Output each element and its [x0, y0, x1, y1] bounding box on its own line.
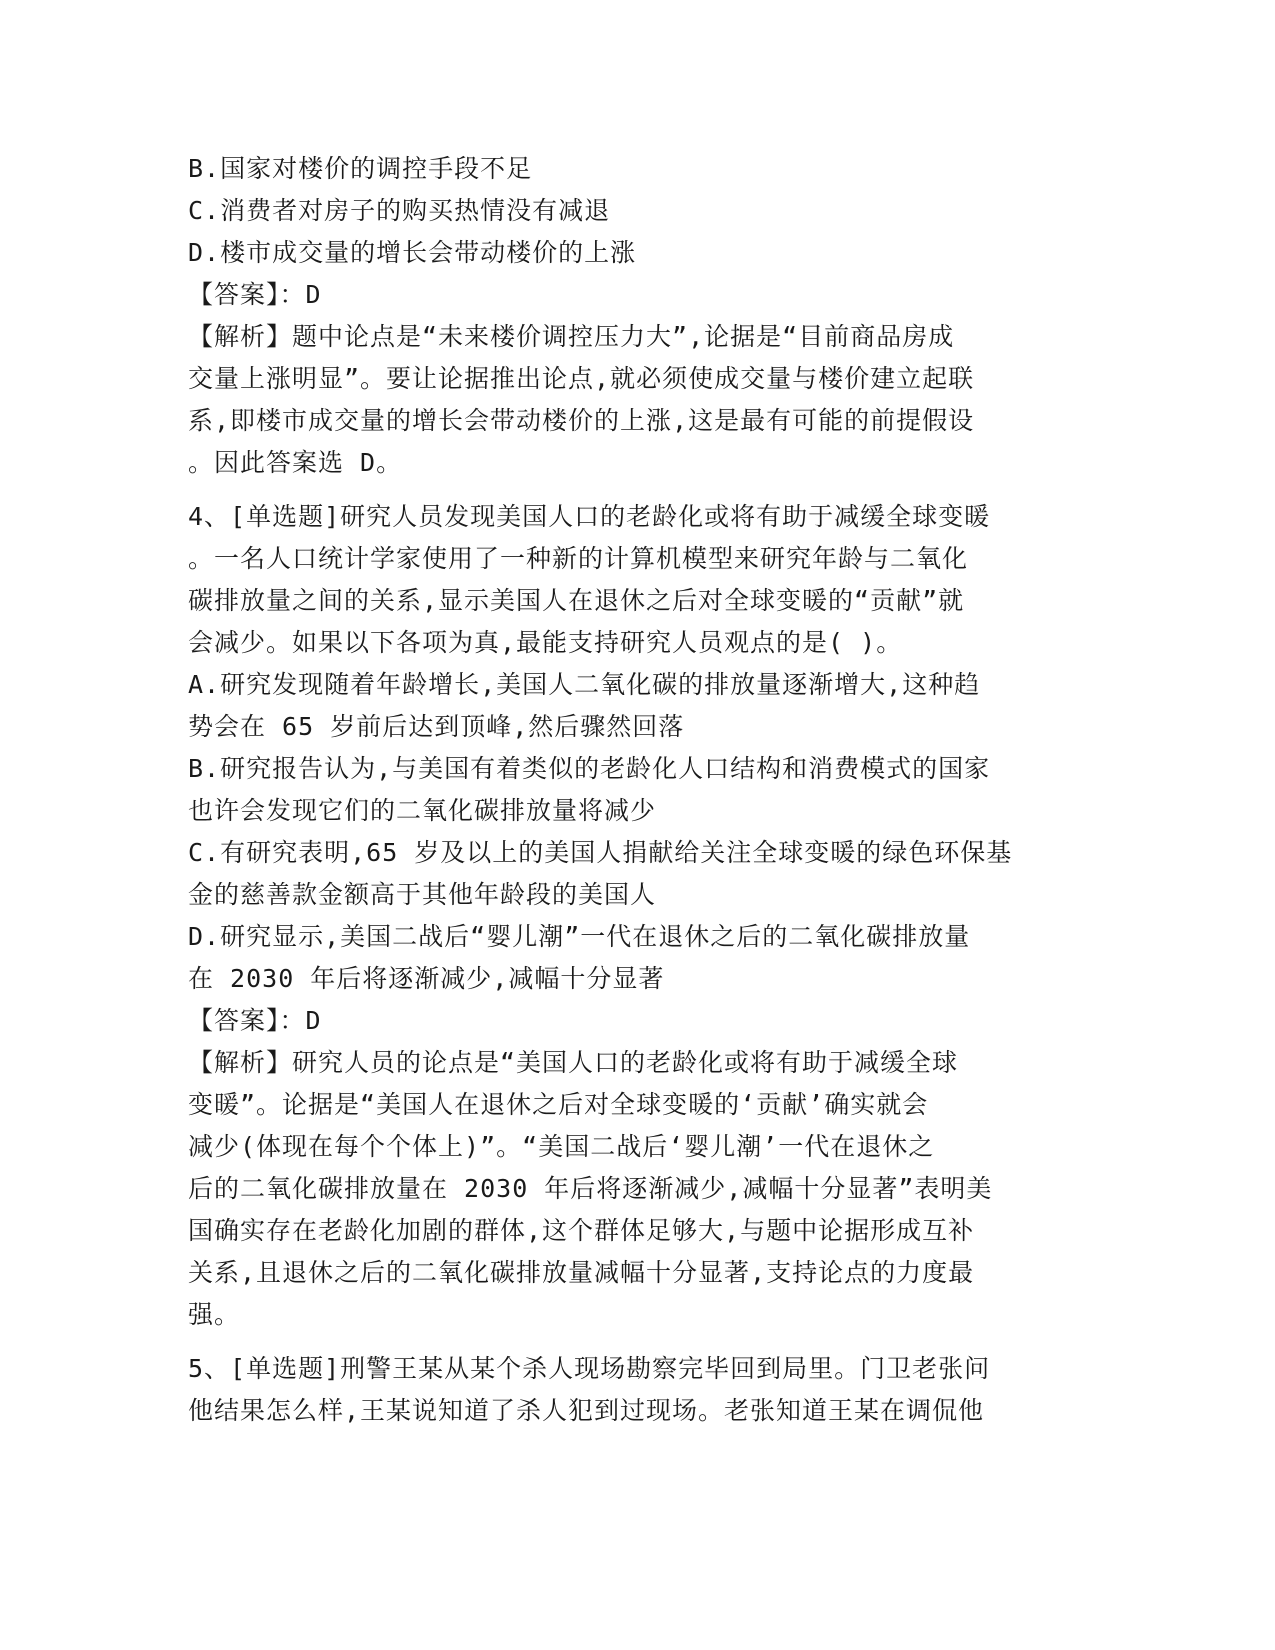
q4-option-c-line: 金的慈善款金额高于其他年龄段的美国人 [188, 880, 657, 909]
q4-stem-line: 会减少。如果以下各项为真,最能支持研究人员观点的是( )。 [188, 628, 903, 657]
q4-option-b-line: B.研究报告认为,与美国有着类似的老龄化人口结构和消费模式的国家 [188, 754, 991, 783]
q3-answer: 【答案】：D [188, 280, 322, 309]
paragraph-gap [188, 484, 1088, 496]
q4-stem-line: 。一名人口统计学家使用了一种新的计算机模型来研究年龄与二氧化 [188, 544, 969, 573]
q3-option-d: D.楼市成交量的增长会带动楼价的上涨 [188, 238, 637, 267]
q4-analysis-line: 强。 [188, 1300, 241, 1329]
q4-option-a-line: 势会在 65 岁前后达到顶峰,然后骤然回落 [188, 712, 685, 741]
q4-stem-line: 碳排放量之间的关系,显示美国人在退休之后对全球变暖的“贡献”就 [188, 586, 965, 615]
q4-analysis-line: 后的二氧化碳排放量在 2030 年后将逐渐减少,减幅十分显著”表明美 [188, 1174, 993, 1203]
q4-option-a-line: A.研究发现随着年龄增长,美国人二氧化碳的排放量逐渐增大,这种趋 [188, 670, 981, 699]
q4-analysis-line: 【解析】研究人员的论点是“美国人口的老龄化或将有助于减缓全球 [188, 1048, 959, 1077]
q4-analysis-line: 减少(体现在每个个体上)”。“美国二战后‘婴儿潮’一代在退休之 [188, 1132, 935, 1161]
q4-analysis-line: 关系,且退休之后的二氧化碳排放量减幅十分显著,支持论点的力度最 [188, 1258, 975, 1287]
q4-analysis-line: 国确实存在老龄化加剧的群体,这个群体足够大,与题中论据形成互补 [188, 1216, 975, 1245]
q3-option-b: B.国家对楼价的调控手段不足 [188, 154, 533, 183]
q3-analysis-line: 系,即楼市成交量的增长会带动楼价的上涨,这是最有可能的前提假设 [188, 406, 975, 435]
q4-answer: 【答案】：D [188, 1006, 322, 1035]
document-body [188, 148, 1088, 1432]
q4-option-b-line: 也许会发现它们的二氧化碳排放量将减少 [188, 796, 657, 825]
q4-option-d-line: 在 2030 年后将逐渐减少,减幅十分显著 [188, 964, 665, 993]
q4-stem-line: 4、[单选题]研究人员发现美国人口的老龄化或将有助于减缓全球变暖 [188, 502, 991, 531]
q5-stem-line: 他结果怎么样,王某说知道了杀人犯到过现场。老张知道王某在调侃他 [188, 1396, 985, 1425]
q3-analysis-line: 交量上涨明显”。要让论据推出论点,就必须使成交量与楼价建立起联 [188, 364, 975, 393]
q3-analysis-line: 。因此答案选 D。 [188, 448, 403, 477]
q3-option-c: C.消费者对房子的购买热情没有减退 [188, 196, 611, 225]
q4-option-c-line: C.有研究表明,65 岁及以上的美国人捐献给关注全球变暖的绿色环保基 [188, 838, 1013, 867]
q5-stem-line: 5、[单选题]刑警王某从某个杀人现场勘察完毕回到局里。门卫老张问 [188, 1354, 991, 1383]
q4-option-d-line: D.研究显示,美国二战后“婴儿潮”一代在退休之后的二氧化碳排放量 [188, 922, 971, 951]
q4-analysis-line: 变暖”。论据是“美国人在退休之后对全球变暖的‘贡献’确实就会 [188, 1090, 929, 1119]
paragraph-gap [188, 1336, 1088, 1348]
q3-analysis-line: 【解析】题中论点是“未来楼价调控压力大”,论据是“目前商品房成 [188, 322, 955, 351]
